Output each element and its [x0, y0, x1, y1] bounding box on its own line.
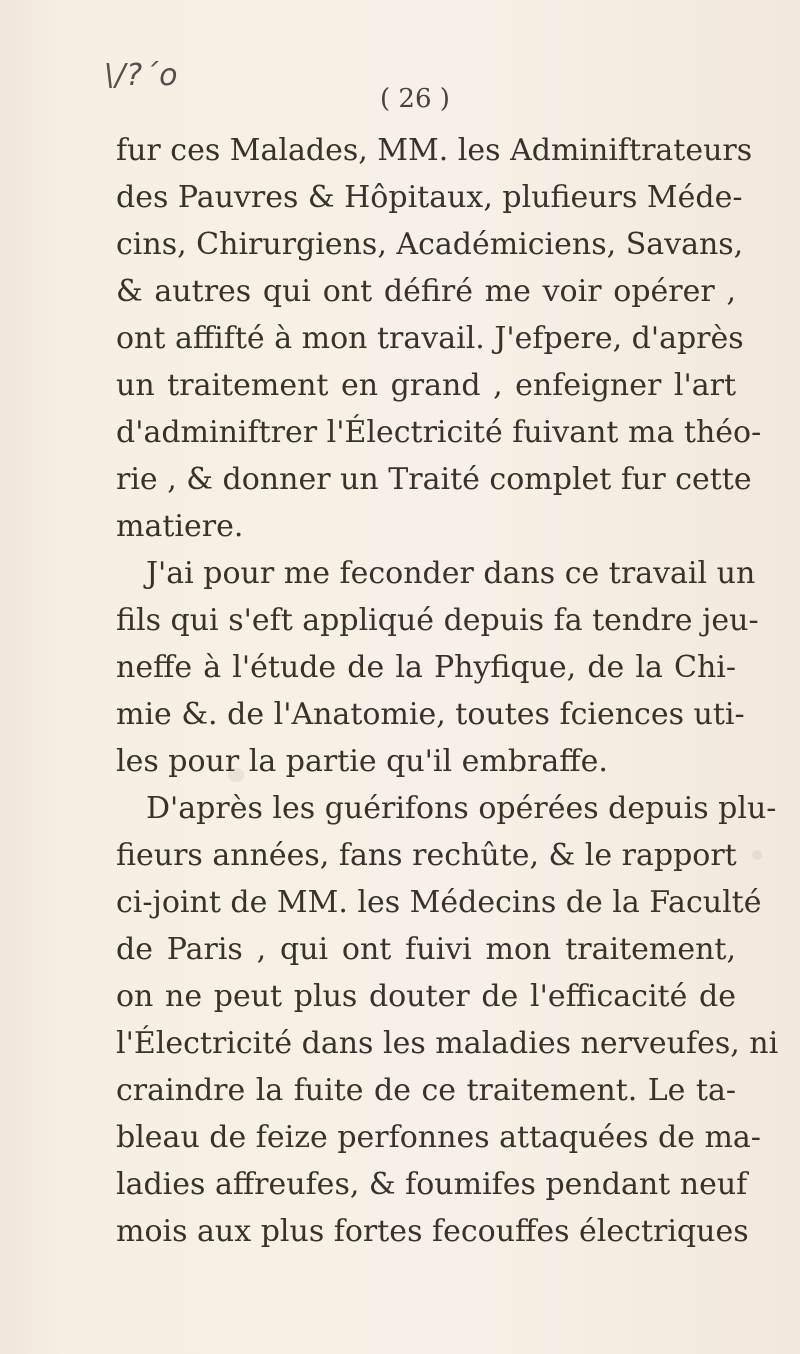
text-line: bleau de feize perfonnes attaquées de ma- — [116, 1120, 761, 1155]
text-line: matiere. — [116, 509, 244, 544]
text-line: fur ces Malades, MM. les Adminiftrateurs — [116, 133, 753, 168]
text-line: un traitement en grand , enfeigner l'art — [116, 368, 736, 403]
text-line: mie &. de l'Anatomie, toutes fciences uti- — [116, 697, 745, 732]
text-line: de Paris , qui ont fuivi mon traitement, — [116, 932, 736, 967]
text-line: craindre la fuite de ce traitement. Le ta- — [116, 1073, 736, 1108]
text-line: les pour la partie qu'il embraffe. — [116, 744, 608, 779]
text-line: on ne peut plus douter de l'efficacité de — [116, 979, 736, 1014]
paragraph-first-line: D'après les guérifons opérées depuis plu- — [146, 791, 777, 826]
text-line: ci-joint de MM. les Médecins de la Faculté — [116, 885, 762, 920]
text-line: d'adminiftrer l'Électricité fuivant ma théo- — [116, 415, 762, 450]
page-number: ( 26 ) — [380, 84, 450, 114]
text-line: rie , & donner un Traité complet fur cette — [116, 462, 752, 497]
paragraph-first-line: J'ai pour me feconder dans ce travail un — [146, 556, 756, 591]
text-line: neffe à l'étude de la Phyfique, de la Chi- — [116, 650, 736, 685]
text-line: des Pauvres & Hôpitaux, plufieurs Méde- — [116, 180, 743, 215]
paper-stain — [752, 850, 762, 860]
text-line: ont affifté à mon travail. J'efpere, d'après — [116, 321, 744, 356]
text-line: ladies affreufes, & foumifes pendant neuf — [116, 1167, 748, 1202]
text-line: fieurs années, fans rechûte, & le rapport — [116, 838, 737, 873]
text-line: cins, Chirurgiens, Académiciens, Savans, — [116, 227, 744, 262]
text-line: l'Électricité dans les maladies nerveufes, ni — [116, 1026, 779, 1061]
handwritten-marginalia: \/?´o — [104, 58, 179, 93]
body-text — [116, 127, 779, 1255]
text-line: & autres qui ont défiré me voir opérer , — [116, 274, 736, 309]
text-line: fils qui s'eft appliqué depuis fa tendre jeu- — [116, 603, 759, 638]
text-line: mois aux plus fortes fecouffes électriques — [116, 1214, 749, 1249]
